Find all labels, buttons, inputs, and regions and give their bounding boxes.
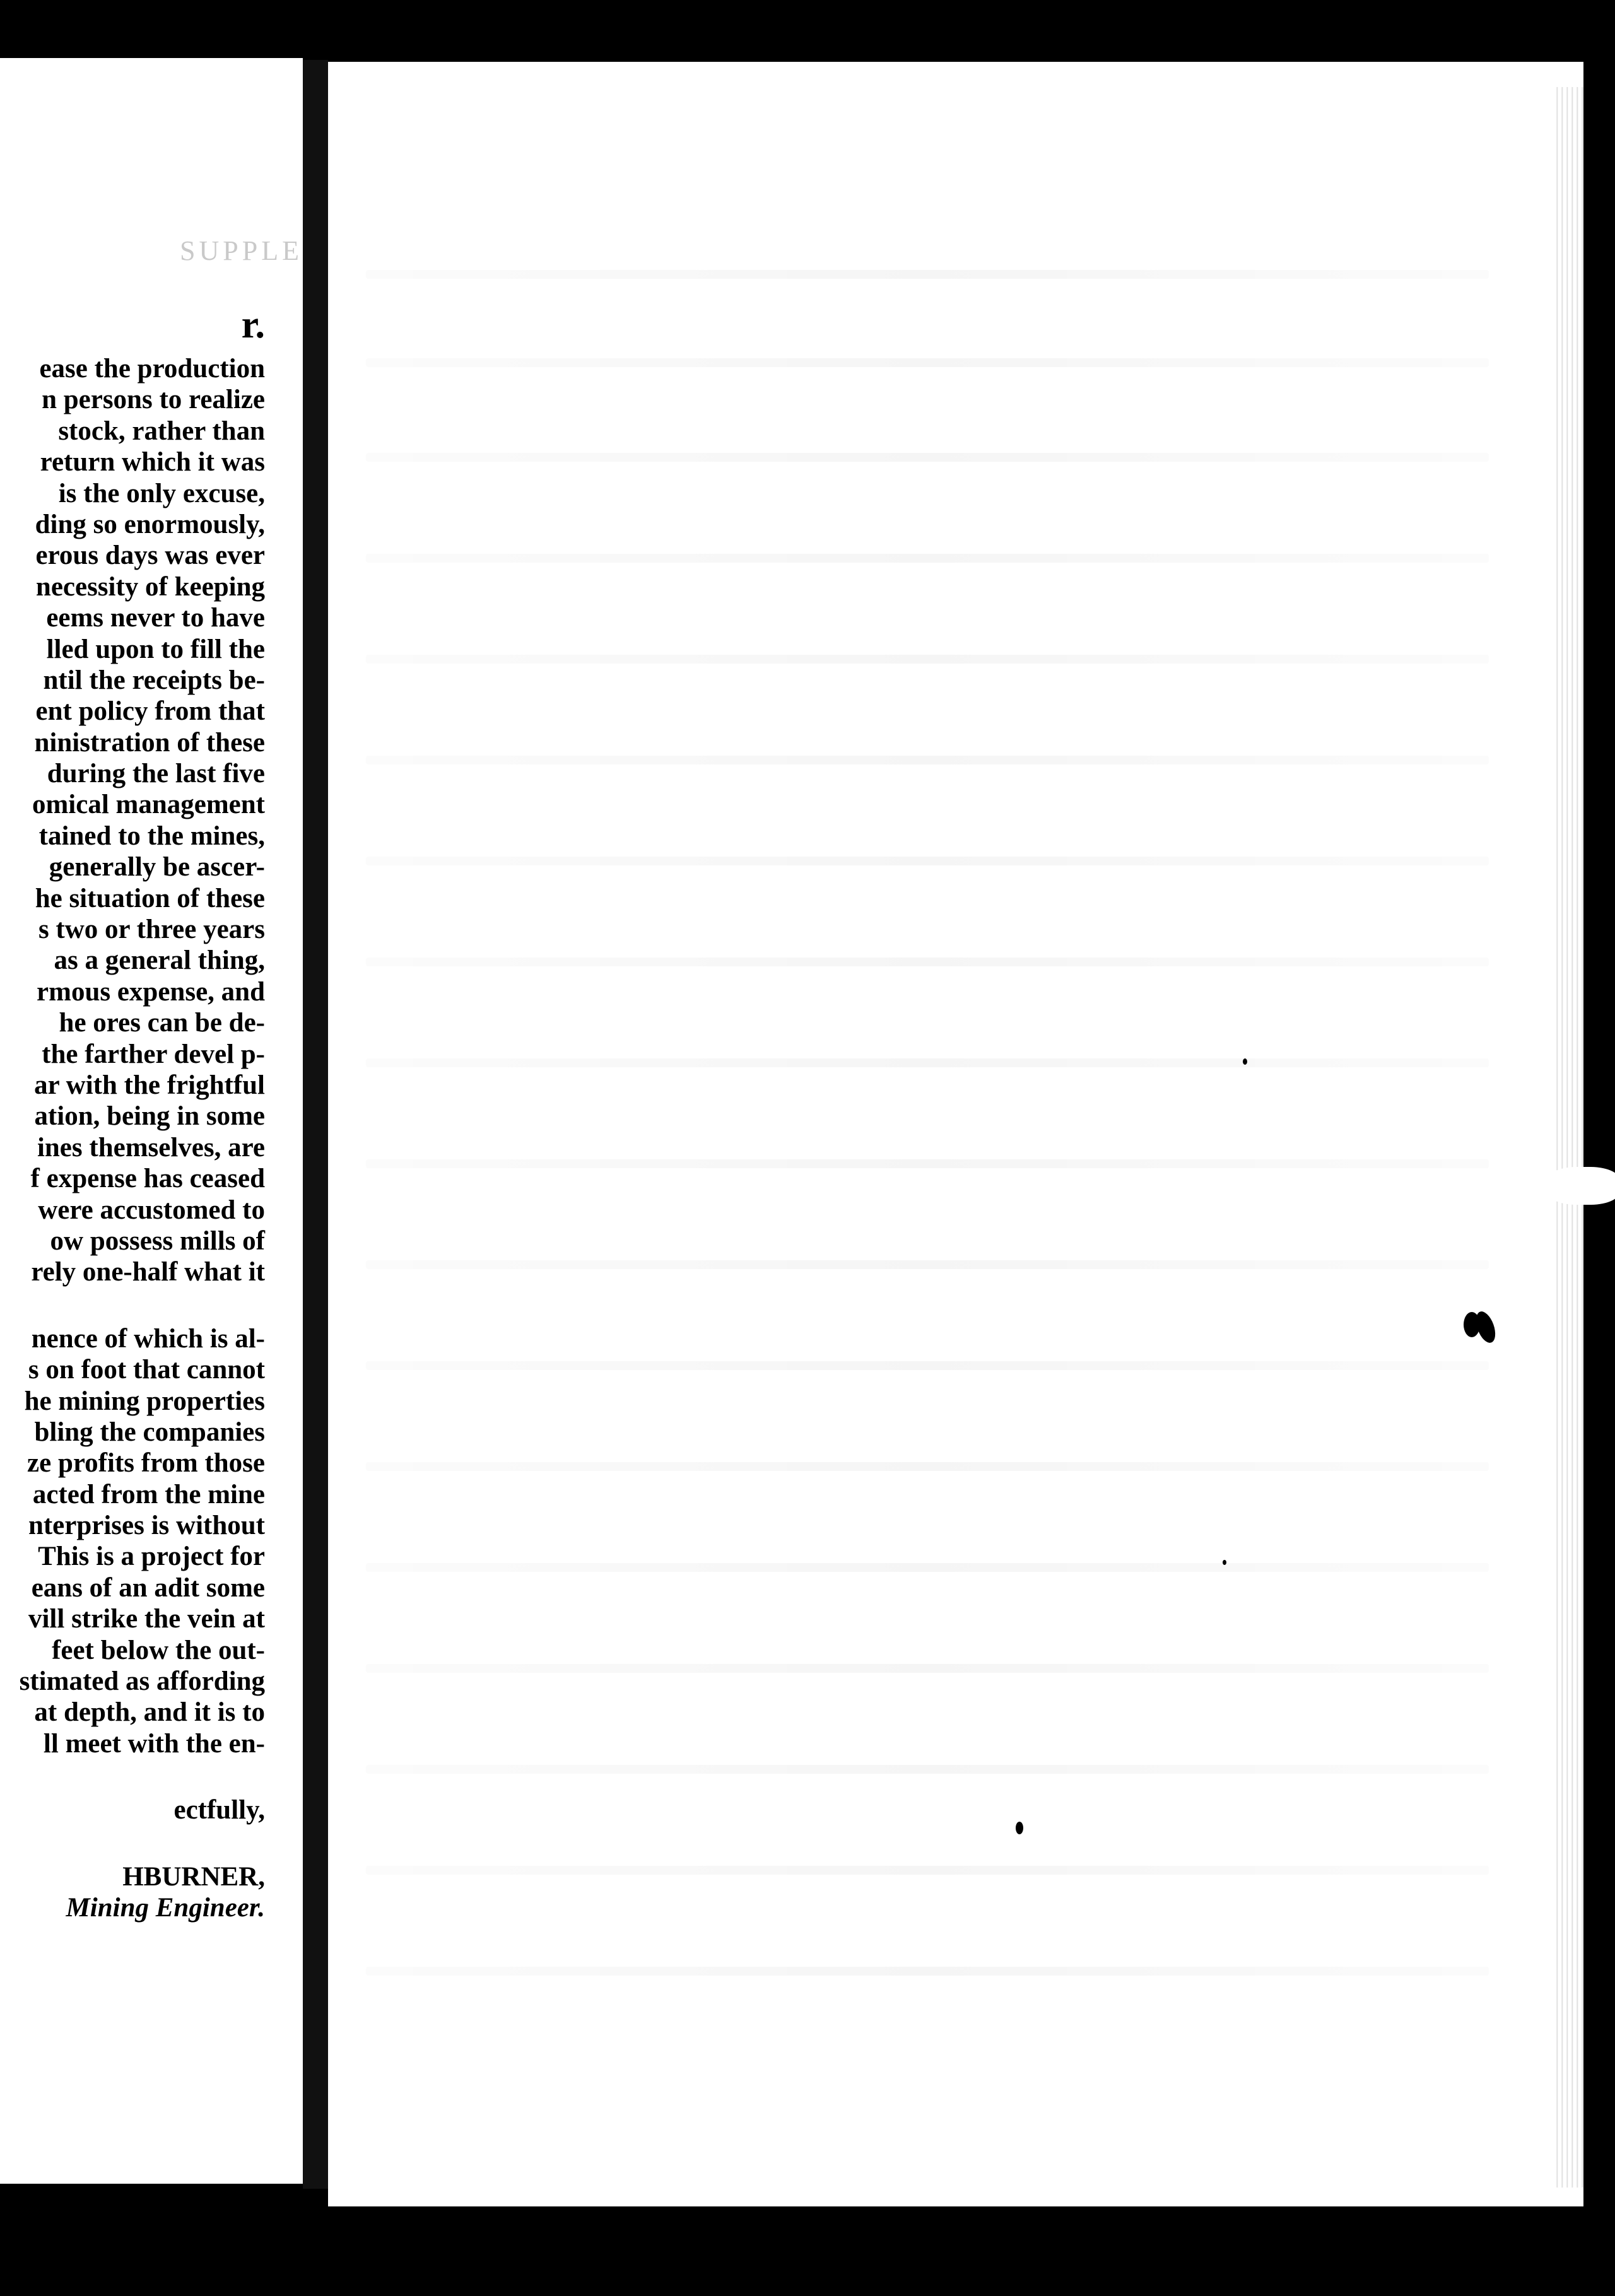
paragraph-gap [0,1826,265,1861]
bleed-through-line [366,1159,1489,1168]
book-gutter [303,60,328,2189]
text-line: ow possess mills of [50,1226,265,1256]
bleed-through-line [366,1058,1489,1067]
text-line: acted from the mine [32,1479,265,1509]
text-line: rmous expense, and [37,976,265,1007]
text-line: during the last five [47,759,265,789]
text-line: ll meet with the en- [43,1728,265,1759]
bleed-through-line [366,756,1489,764]
bleed-through-line [366,1563,1489,1572]
bleed-through-line [366,358,1489,367]
text-line: as a general thing, [54,946,265,976]
white-blot [1546,1167,1615,1205]
text-line: ease the production [39,354,265,384]
text-line: rely one-half what it [31,1257,265,1287]
title-fragment: r. [241,303,265,346]
text-line: nence of which is al- [31,1323,265,1354]
bleed-through-line [366,453,1489,462]
signature-name: HBURNER, [122,1861,265,1892]
text-line: generally be ascer- [49,852,265,882]
text-line: necessity of keeping [35,571,265,602]
ink-speck [1016,1822,1023,1834]
text-line: ding so enormously, [35,509,265,539]
paragraph-gap [0,1288,265,1323]
text-line: ines themselves, are [37,1132,265,1163]
text-line: stimated as affording [19,1666,265,1697]
bleed-through-line [366,1361,1489,1370]
text-line: he ores can be de- [59,1008,265,1038]
text-line: ar with the frightful [34,1070,265,1100]
bleed-through-line [366,958,1489,966]
text-line: ation, being in some [34,1101,265,1132]
page-edges [1553,87,1583,2188]
text-line: n persons to realize [42,385,265,415]
text-line: ze profits from those [27,1448,265,1479]
bleed-through-line [366,857,1489,865]
left-page [0,58,303,2184]
text-line: s on foot that cannot [28,1355,265,1385]
text-line: lled upon to fill the [46,634,265,664]
bleed-through-line [366,1866,1489,1875]
left-page-body [0,296,265,1923]
bleed-through-line [366,655,1489,664]
text-line: tained to the mines, [38,821,265,851]
text-line: he situation of these [35,883,265,913]
text-line: ntil the receipts be- [43,665,265,695]
text-line: f expense has ceased [30,1164,265,1194]
bleed-through-line [366,1967,1489,1976]
bleed-through-line [366,1462,1489,1471]
bleed-through-line [366,554,1489,563]
bleed-through-line [366,1260,1489,1269]
text-line: vill strike the vein at [28,1604,265,1634]
text-line: erous days was ever [35,541,265,571]
text-line: nterprises is without [28,1511,265,1541]
text-line: return which it was [40,447,265,477]
text-line: omical management [32,790,265,820]
text-line: the farther devel p- [42,1039,265,1069]
running-head: SUPPLE [180,235,303,266]
text-line: eems never to have [46,603,265,633]
text-line: bling the companies [34,1417,265,1447]
text-line: stock, rather than [58,416,265,446]
ink-speck [1464,1312,1480,1337]
right-page-blank [328,62,1583,2206]
text-line: feet below the out- [52,1635,265,1665]
text-line: he mining properties [24,1386,265,1416]
text-line: ninistration of these [34,727,265,758]
text-line: is the only excuse, [58,478,265,508]
text-line: s two or three years [38,915,265,945]
signature-title: Mining Engineer. [66,1892,265,1923]
ink-speck [1243,1058,1247,1065]
text-line: at depth, and it is to [34,1697,265,1728]
bleed-through-line [366,1765,1489,1774]
text-line: ent policy from that [35,696,265,727]
closing-line: ectfully, [173,1795,265,1825]
ink-speck [1223,1560,1226,1565]
paragraph-gap [0,1759,265,1795]
text-line: eans of an adit some [31,1573,265,1603]
bleed-through-line [366,270,1489,279]
bleed-through-line [366,1664,1489,1673]
text-line: were accustomed to [38,1195,265,1225]
text-line: This is a project for [38,1542,265,1572]
